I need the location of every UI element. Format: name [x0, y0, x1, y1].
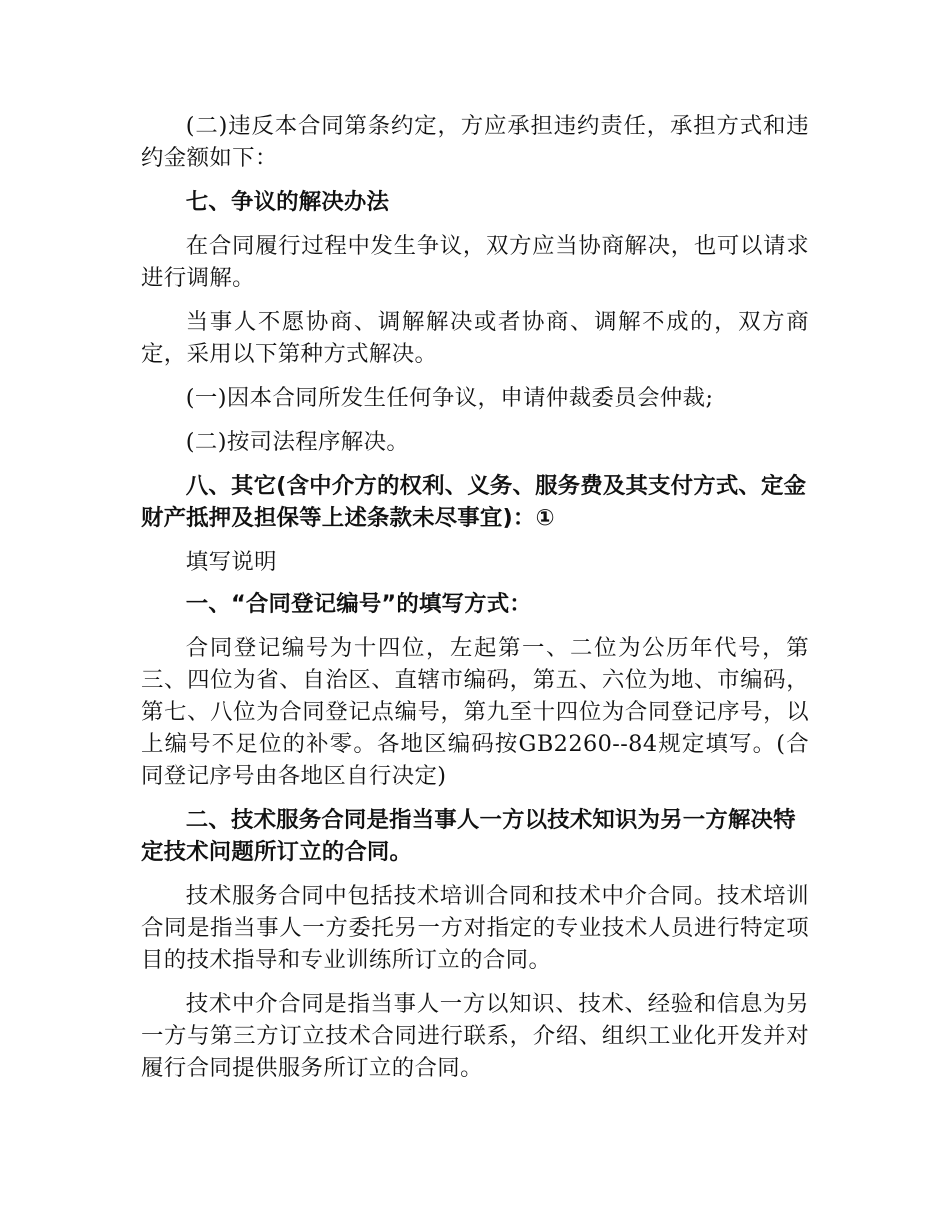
paragraph-training-contract: 技术服务合同中包括技术培训合同和技术中介合同。技术培训合同是指当事人一方委托另一方对指定的专业技术人员进行特定项目的技术指导和专业训练所订立的合同。 — [141, 883, 809, 973]
paragraph-resolution-method: 当事人不愿协商、调解解决或者协商、调解不成的，双方商定，采用以下第种方式解决。 — [141, 309, 809, 367]
paragraph-registration-rules: 合同登记编号为十四位，左起第一、二位为公历年代号，第三、四位为省、自治区、直辖市编码，第五、六位为地、市编码，第七、八位为合同登记点编号，第九至十四位为合同登记序号，以上编号不足位的补零。各地区编码按GB2260--84规定填写。(合同登记序号由各地区自行决定) — [141, 635, 809, 789]
heading-dispute-resolution: 七、争议的解决办法 — [185, 189, 390, 215]
paragraph-arbitration: (一)因本合同所发生任何争议，申请仲裁委员会仲裁; — [185, 385, 714, 411]
paragraph-intermediary-contract: 技术中介合同是指当事人一方以知识、技术、经验和信息为另一方与第三方订立技术合同进行联系，介绍、组织工业化开发并对履行合同提供服务所订立的合同。 — [141, 991, 809, 1081]
paragraph-breach-liability: (二)违反本合同第条约定，方应承担违约责任，承担方式和违约金额如下： — [141, 113, 809, 171]
document-page — [141, 110, 809, 1096]
heading-registration-number: 一、“合同登记编号”的填写方式： — [185, 591, 532, 617]
paragraph-negotiation: 在合同履行过程中发生争议，双方应当协商解决，也可以请求进行调解。 — [141, 233, 809, 291]
paragraph-judicial: (二)按司法程序解决。 — [185, 429, 410, 455]
heading-other-matters: 八、其它(含中介方的权利、义务、服务费及其支付方式、定金财产抵押及担保等上述条款未尽事宜)：① — [141, 473, 807, 531]
paragraph-fill-instructions: 填写说明 — [185, 549, 277, 575]
heading-service-contract: 二、技术服务合同是指当事人一方以技术知识为另一方解决特定技术问题所订立的合同。 — [141, 807, 796, 865]
